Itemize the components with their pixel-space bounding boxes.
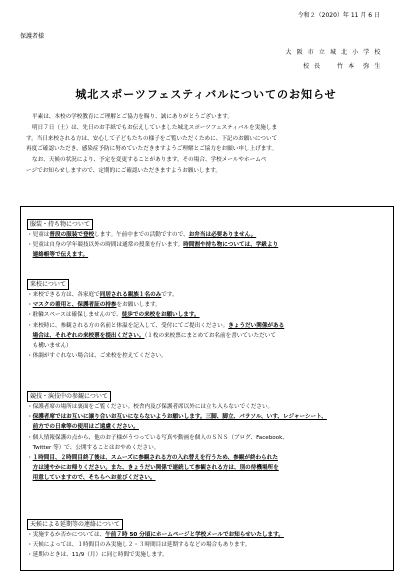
item-text: ・駐輪スペースは確保しませんので、 [27, 312, 122, 319]
section-item [27, 341, 387, 351]
intro-line: 明日７日（土）は、先日のお手紙でもお伝えしていました城北スポーツフェスティバルを実施しま [32, 124, 278, 131]
document-date: 令和２（2020）年 11 月 6 日 [297, 12, 380, 19]
school-name: 大 阪 市 立 城 北 小 学 校 [285, 49, 382, 56]
intro-paragraphs [26, 112, 396, 177]
item-text: ・保護者席の場所は裏面をご覧ください。校舎内及び保護者席以外には立ち入らないでください。 [27, 404, 274, 410]
section-item [27, 443, 387, 453]
section-heading: 競技・演技中の参観について [27, 391, 111, 402]
section-item [27, 240, 387, 250]
section-heading: 天候による延期等の連絡について [27, 519, 123, 530]
principal-name: 校 長 竹 本 弥 生 [303, 63, 382, 70]
emphasis-text: 前方での日傘等の使用はご遠慮ください。 [32, 424, 139, 431]
section-heading: 服装・持ち物について [27, 219, 93, 230]
section-clothing [27, 211, 387, 261]
section-items [27, 230, 387, 261]
item-text: ・延期のときは、11/9（月）に同じ時間で実施します。 [27, 552, 168, 559]
intro-line: ージでお知らせしますので、定期的にご確認いただきますようお願いします。 [26, 167, 221, 174]
section-item [27, 540, 387, 550]
emphasis-text: 用意していますので、そちらへお並びください。 [32, 475, 156, 482]
item-text: （１枚の来校票にまとめてお名前を書いていただいて [144, 332, 276, 339]
section-item [27, 433, 387, 443]
section-item [27, 530, 387, 540]
section-viewing [27, 383, 387, 484]
section-item [27, 550, 387, 560]
section-item [27, 351, 387, 361]
emphasis-text: 午前７時 50 分頃にホームページと学校メールでお知らせいたします。 [105, 532, 284, 538]
item-text: ・ [27, 455, 33, 462]
intro-line: 再度ご確認いただき、感染症予防に努めていただきますようご理解とご協力をお願い申し上げます。 [26, 146, 278, 153]
emphasis-text: 方は速やかにお帰りください。また、きょうだい関係で連続して参観される方は、別の待機場所を [32, 465, 279, 472]
emphasis-text: 連絡帳等で伝えます。 [32, 252, 89, 259]
section-item [27, 310, 387, 320]
section-items [27, 290, 387, 361]
section-item [27, 250, 387, 260]
section-item [27, 473, 387, 483]
emphasis-text: １時間目、２時間目終了後は、スムーズに参観される方の入れ替えを行うため、参観が終わられた [32, 455, 278, 462]
emphasis-text: 場合は、それぞれの来校票を提出ください。 [32, 332, 145, 339]
item-text: ・ [27, 302, 33, 309]
section-heading: 来校について [27, 279, 69, 290]
item-text: も構いません） [27, 343, 72, 350]
emphasis-text: きょうだい関係がある [228, 322, 285, 329]
item-text: ・実施するか否かについては、 [27, 532, 106, 538]
emphasis-text: 時間割や持ち物については、学級より [183, 242, 279, 249]
section-item [27, 321, 387, 331]
emphasis-text: 徒歩での来校をお願いします。 [121, 312, 200, 319]
section-items [27, 402, 387, 484]
item-text: をお願いします。 [116, 302, 161, 309]
item-text: ・児童は自身の学年競技以外の時間は通常の授業を行います。 [27, 242, 184, 249]
section-item [27, 300, 387, 310]
section-item [27, 453, 387, 463]
section-item [27, 463, 387, 473]
section-item [27, 230, 387, 240]
emphasis-text: お弁当は必要ありません。 [188, 232, 257, 238]
notice-box [20, 206, 394, 571]
item-text: Twitter 等）で、公開することはおやめください。 [27, 444, 160, 451]
section-item [27, 290, 387, 300]
section-item [27, 422, 387, 432]
recipient: 保護者様 [20, 33, 45, 40]
item-text: ・個人情報保護の点から、他のお子様がうつっている写真や動画を個人のＳＮＳ（ブログ、Facebook、 [27, 434, 288, 441]
item-text: ・天候によっては、１時間目のみ実施し２・３時間目は延期するなどの場合もあります。 [27, 542, 251, 549]
section-weather [27, 511, 387, 561]
section-item [27, 331, 387, 341]
emphasis-text: 普段の服装で登校 [49, 232, 95, 238]
section-items [27, 530, 387, 561]
emphasis-text: マスクの着用と、保護者証の持参 [32, 302, 117, 309]
item-text: ・来校時に、参観される方の名前と体温を記入して、受付にてご提出ください。 [27, 322, 229, 329]
emphasis-text: 同居される親族１名のみ [99, 292, 162, 298]
section-item [27, 402, 387, 412]
item-text: ・ [27, 414, 33, 421]
emphasis-text: 保護者席ではお互いに譲り合いお互いにならないようお願いします。三脚、脚立、パラソル、いす、レジャーシート、 [32, 414, 327, 421]
section-item [27, 412, 387, 422]
document-title: 城北スポーツフェスティバルについてのお知らせ [75, 88, 337, 101]
item-text: ・体調がすぐれない場合は、ご来校を控えてください。 [27, 353, 167, 360]
item-text: ・児童は [27, 232, 50, 238]
intro-line: す。当日来校される方は、安心して子どもたちの様子をご覧いただくために、下記のお願いについて [26, 135, 278, 142]
item-text: です。 [161, 292, 178, 298]
item-text: ・来校できる方は、各家庭で [27, 292, 100, 298]
item-text: します。午前中までの活動ですので、 [94, 232, 189, 238]
intro-line: なお、天候の状況により、予定を変更することがあります。その場合、学校メールやホームペ [32, 157, 267, 164]
section-visit [27, 271, 387, 361]
intro-line: 平素は、本校の学校教育にご理解とご協力を賜り、誠にありがとうございます。 [32, 114, 233, 120]
